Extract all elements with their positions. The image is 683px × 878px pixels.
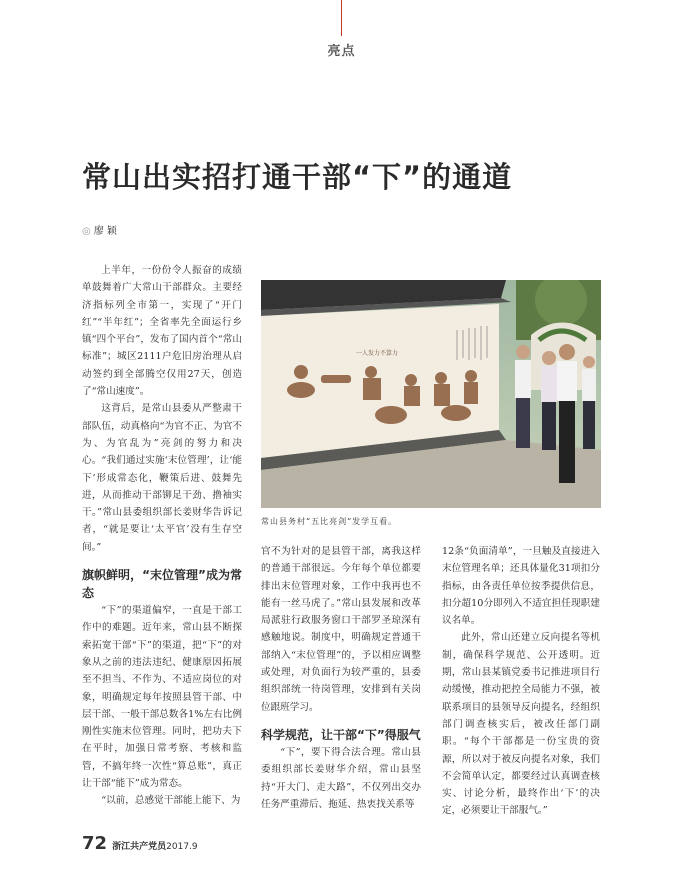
paragraph: “以前，总感觉干部能上能下、为: [101, 795, 241, 807]
article-title: 常山出实招打通干部“下”的通道: [82, 160, 513, 194]
mural-text: 一人发力不算力: [356, 350, 399, 357]
section-heading: 科学规范，让干部“下”得服气: [261, 727, 421, 742]
paragraph: 官不为针对的是县管干部，离我这样的普通干部很远。今年每个单位都要排出末位管理对象，工作中我再也不能有一丝马虎了。”常山县发展和改革局派驻行政服务窗口干部罗圣琼深有感触地说。制度中，明确规定普通干部纳入“末位管理”的，予以相应调整或处理，对负面行为较严重的，县委组织部统一待岗管理，安排到有关岗位跟班学习。: [261, 546, 421, 713]
photo-caption: 常山县务村“五比亮剑”发学互看。: [261, 517, 398, 526]
byline: [82, 222, 117, 237]
page-number: 72: [82, 833, 108, 854]
article-column-2: [261, 543, 421, 813]
bullet-icon: ◎: [82, 226, 91, 237]
paragraph: 上半年，一份份令人振奋的成绩单鼓舞着广大常山干部群众。主要经济指标列全市第一，实现了“开门红”“半年红”；全省率先全面运行乡镇“四个平台”，发布了国内首个“常山标准”；城区2111户危旧房治理从启动签约到全部腾空仅用27天，创造了“常山速度”。: [82, 265, 242, 398]
section-heading: 旗帜鲜明，“末位管理”成为常态: [82, 568, 242, 601]
article-column-1: [82, 262, 242, 810]
paragraph: 此外，常山还建立反向提名等机制，确保科学规范、公开透明。近期，常山县某镇党委书记推进项目行动缓慢，推动把控全局能力不强，被联系项目的县领导反向提名，经组织部门调查核实后，被改任部门副职。“每个干部都是一份宝贵的资源，所以对于被反向提名对象，我们不会简单认定，都要经过认真调查核实、讨论分析，最终作出‘下’的决定，必须要让干部服气。”: [442, 632, 600, 817]
section-label: 亮点: [327, 44, 356, 59]
article-photo: [261, 280, 601, 508]
page-footer: [82, 833, 198, 854]
paragraph: 12条“负面清单”，一旦触及直接进入末位管理名单；还具体量化31项扣分指标，由各责任单位按季提供信息，扣分超10分即列入不适宜担任现职建议名单。: [442, 546, 600, 627]
paragraph: “下”的渠道偏窄，一直是干部工作中的难题。近年来，常山县不断探索拓宽干部“下”的渠道，把“下”的对象从之前的违法违纪、健康原因拓展至不担当、不作为、不适应岗位的对象，明确规定每年按照县管干部、中层干部、一般干部总数各1%左右比例刚性实施末位管理。同时，把功夫下在平时，加强日常考察、考核和监管，不搞年终一次性“算总账”，真正让干部“能下”成为常态。: [82, 605, 242, 790]
paragraph: 这背后，是常山县委从严整肃干部队伍，动真格向“为官不正、为官不为、为官乱为”亮剑的努力和决心。“我们通过实施‘末位管理’，让‘能下’形成常态化，鞭策后进、鼓舞先进，从而推动干部铆足干劲、撸袖实干。”常山县委组织部长姜财华告诉记者，“就是要让‘太平官’没有生存空间。”: [82, 403, 242, 553]
paragraph: “下”，要下得合法合理。常山县委组织部长姜财华介绍，常山县坚持“开大门、走大路”，不仅列出交办任务严重滞后、拖延、热衷找关系等: [261, 746, 421, 810]
author-name: 廖 颖: [93, 226, 117, 237]
magazine-name: 浙江共产党员: [112, 842, 167, 852]
article-column-3: [442, 543, 600, 820]
issue-number: 2017.9: [166, 842, 198, 852]
section-divider-line: [341, 0, 342, 36]
